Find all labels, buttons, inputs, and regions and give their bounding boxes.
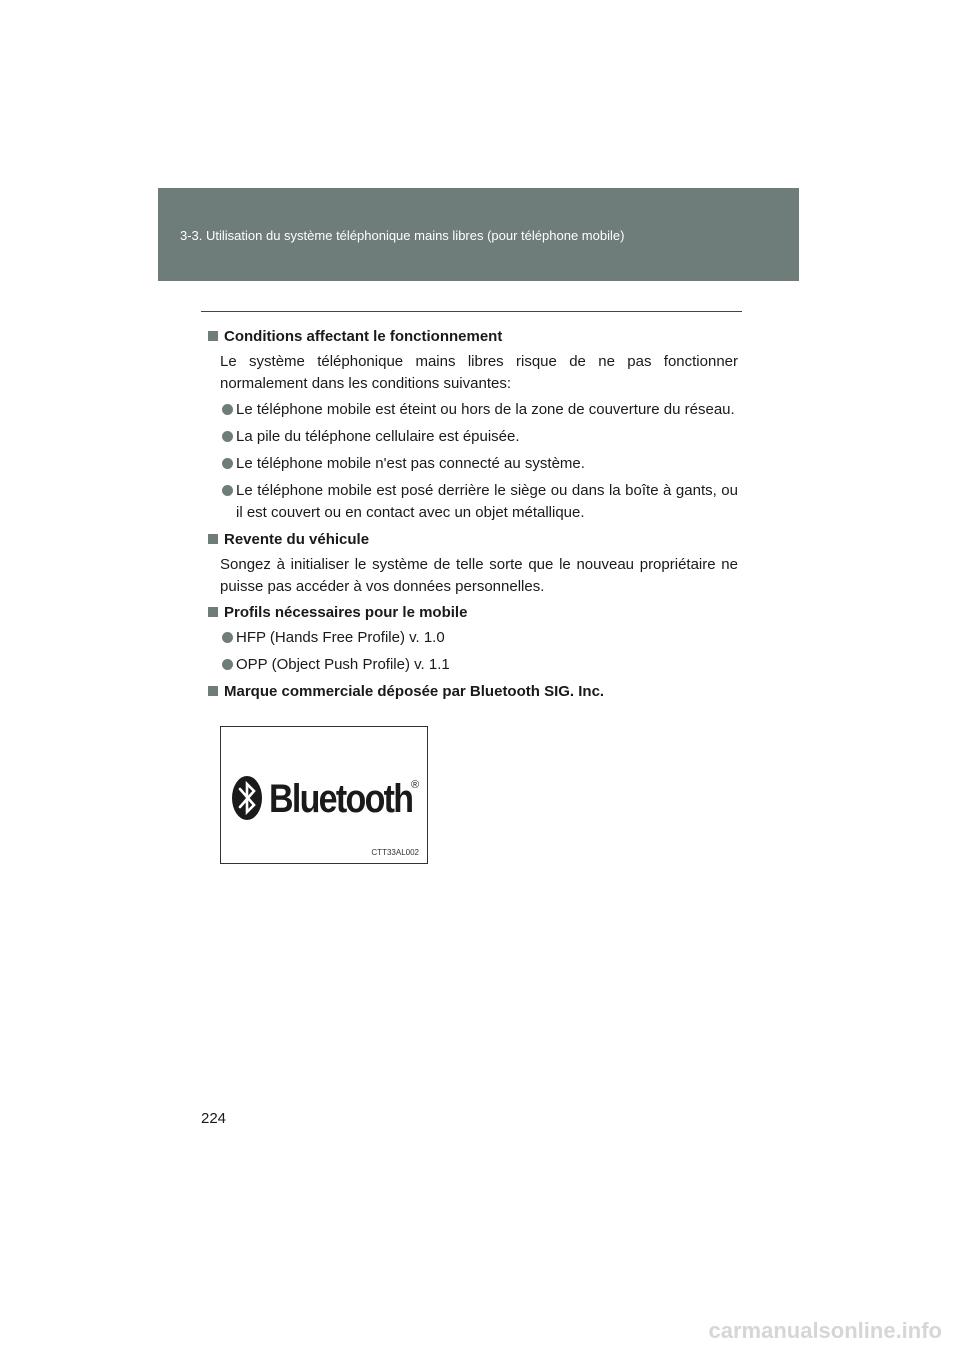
- round-bullet-icon: [222, 404, 233, 415]
- round-bullet-icon: [222, 485, 233, 496]
- round-bullet-icon: [222, 431, 233, 442]
- round-bullet-icon: [222, 659, 233, 670]
- list-item-text: La pile du téléphone cellulaire est épuisée.: [236, 428, 520, 445]
- page-content: [208, 324, 738, 706]
- section-heading-text: Profils nécessaires pour le mobile: [224, 604, 468, 621]
- list-item-text: Le téléphone mobile est éteint ou hors de la zone de couverture du réseau.: [236, 401, 735, 418]
- watermark: carmanualsonline.info: [708, 1318, 942, 1343]
- section-heading-text: Revente du véhicule: [224, 531, 370, 548]
- list-item-text: Le téléphone mobile est posé derrière le siège ou dans la boîte à gants, ou il est couvert ou en contact avec un objet métallique.: [236, 482, 738, 521]
- registered-mark: ®: [411, 779, 420, 791]
- section-heading-conditions: [208, 326, 738, 348]
- round-bullet-icon: [222, 458, 233, 469]
- section-heading-text: Conditions affectant le fonctionnement: [224, 328, 503, 345]
- section-paragraph: Songez à initialiser le système de telle sorte que le nouveau propriétaire ne puisse pas accéder à vos données personnelles.: [220, 556, 738, 595]
- section-title: 3-3. Utilisation du système téléphonique mains libres (pour téléphone mobile): [180, 228, 625, 243]
- list-item: [220, 627, 738, 649]
- square-bullet-icon: [208, 686, 218, 696]
- bluetooth-rune-icon: [231, 775, 263, 821]
- list-item: [220, 399, 738, 421]
- bluetooth-wordmark: Bluetooth: [269, 777, 413, 821]
- square-bullet-icon: [208, 331, 218, 341]
- list-item: [220, 654, 738, 676]
- section-heading-text: Marque commerciale déposée par Bluetooth SIG. Inc.: [224, 683, 605, 700]
- square-bullet-icon: [208, 607, 218, 617]
- bluetooth-logo: [231, 773, 421, 823]
- header-divider: [201, 311, 742, 312]
- list-item-text: HFP (Hands Free Profile) v. 1.0: [236, 629, 445, 646]
- figure-code: CTT33AL002: [371, 848, 419, 857]
- page-number: 224: [201, 1110, 227, 1127]
- section-heading-trademark: [208, 681, 738, 703]
- list-item: [220, 426, 738, 448]
- bluetooth-logo-figure: [220, 726, 428, 864]
- list-item-text: OPP (Object Push Profile) v. 1.1: [236, 656, 450, 673]
- list-item-text: Le téléphone mobile n'est pas connecté au système.: [236, 455, 585, 472]
- section-header-band: [158, 188, 799, 281]
- round-bullet-icon: [222, 632, 233, 643]
- section-paragraph: Le système téléphonique mains libres risque de ne pas fonctionner normalement dans les conditions suivantes:: [220, 353, 738, 392]
- section-heading-resale: [208, 529, 738, 551]
- square-bullet-icon: [208, 534, 218, 544]
- list-item: [220, 453, 738, 475]
- list-item: [220, 480, 738, 524]
- section-heading-profiles: [208, 602, 738, 624]
